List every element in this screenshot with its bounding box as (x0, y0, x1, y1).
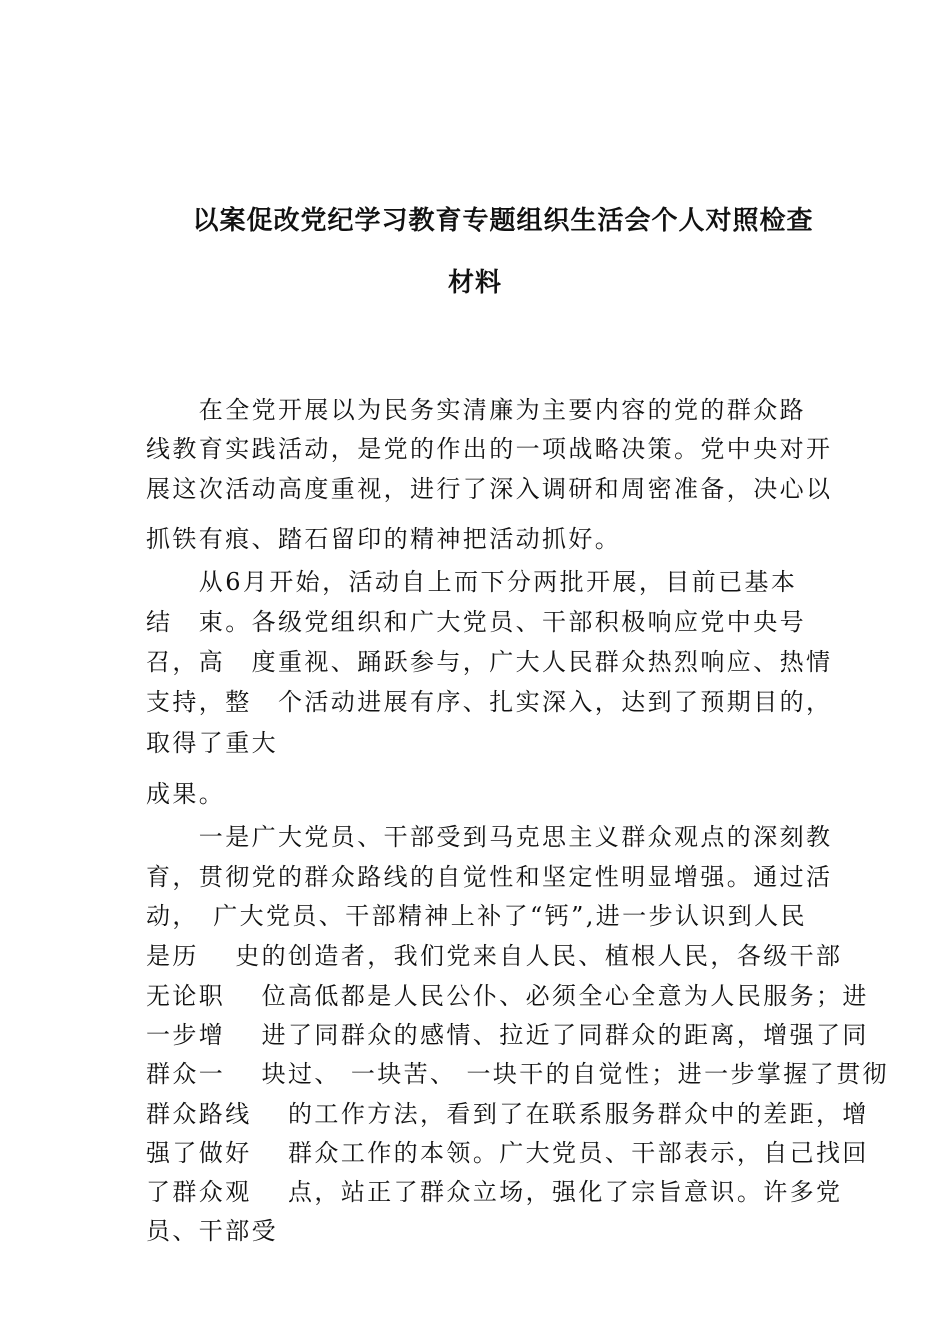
paragraph-3-line: 强了做好 群众工作的本领。广大党员、干部表示，自己找回 (146, 1139, 869, 1167)
paragraph-1-line: 抓铁有痕、踏石留印的精神把活动抓好。 (146, 525, 622, 553)
paragraph-2-line: 结 束。各级党组织和广大党员、干部积极响应党中央号 (146, 608, 806, 636)
document-title-line-1: 以案促改党纪学习教育专题组织生活会个人对照检查 (192, 206, 814, 236)
paragraph-3-line: 一是广大党员、干部受到马克思主义群众观点的深刻教 (146, 823, 833, 851)
paragraph-1-line: 在全党开展以为民务实清廉为主要内容的党的群众路 (146, 396, 806, 424)
paragraph-3-line: 了群众观 点，站正了群众立场，强化了宗旨意识。许多党 (146, 1178, 843, 1206)
document-title-line-2: 材料 (447, 268, 502, 298)
paragraph-3-line: 动， 广大党员、干部精神上补了“钙”,进一步认识到人民 (146, 902, 807, 930)
paragraph-2-line: 支持，整 个活动进展有序、扎实深入，达到了预期目的， (146, 688, 833, 716)
paragraph-2-line: 从6月开始，活动自上而下分两批开展，目前已基本 (146, 568, 798, 596)
paragraph-3-line: 员、干部受 (146, 1217, 278, 1245)
paragraph-1-line: 线教育实践活动，是党的作出的一项战略决策。党中央对开 (146, 435, 833, 463)
paragraph-3-line: 育，贯彻党的群众路线的自觉性和坚定性明显增强。通过活 (146, 863, 833, 891)
paragraph-2-line: 成果。 (146, 780, 226, 808)
paragraph-3-line: 无论职 位高低都是人民公仆、必须全心全意为人民服务；进 (146, 982, 869, 1010)
paragraph-3-line: 群众路线 的工作方法，看到了在联系服务群众中的差距，增 (146, 1100, 869, 1128)
paragraph-3-line: 是历 史的创造者，我们党来自人民、植根人民，各级干部 (146, 942, 843, 970)
paragraph-3-line: 群众一 块过、 一块苦、 一块干的自觉性；进一步掌握了贯彻 (146, 1060, 889, 1088)
paragraph-3-line: 一步增 进了同群众的感情、拉近了同群众的距离，增强了同 (146, 1021, 869, 1049)
paragraph-2-line: 取得了重大 (146, 729, 278, 757)
paragraph-2-line: 召，高 度重视、踊跃参与，广大人民群众热烈响应、热情 (146, 648, 833, 676)
paragraph-1-line: 展这次活动高度重视，进行了深入调研和周密准备，决心以 (146, 475, 833, 503)
